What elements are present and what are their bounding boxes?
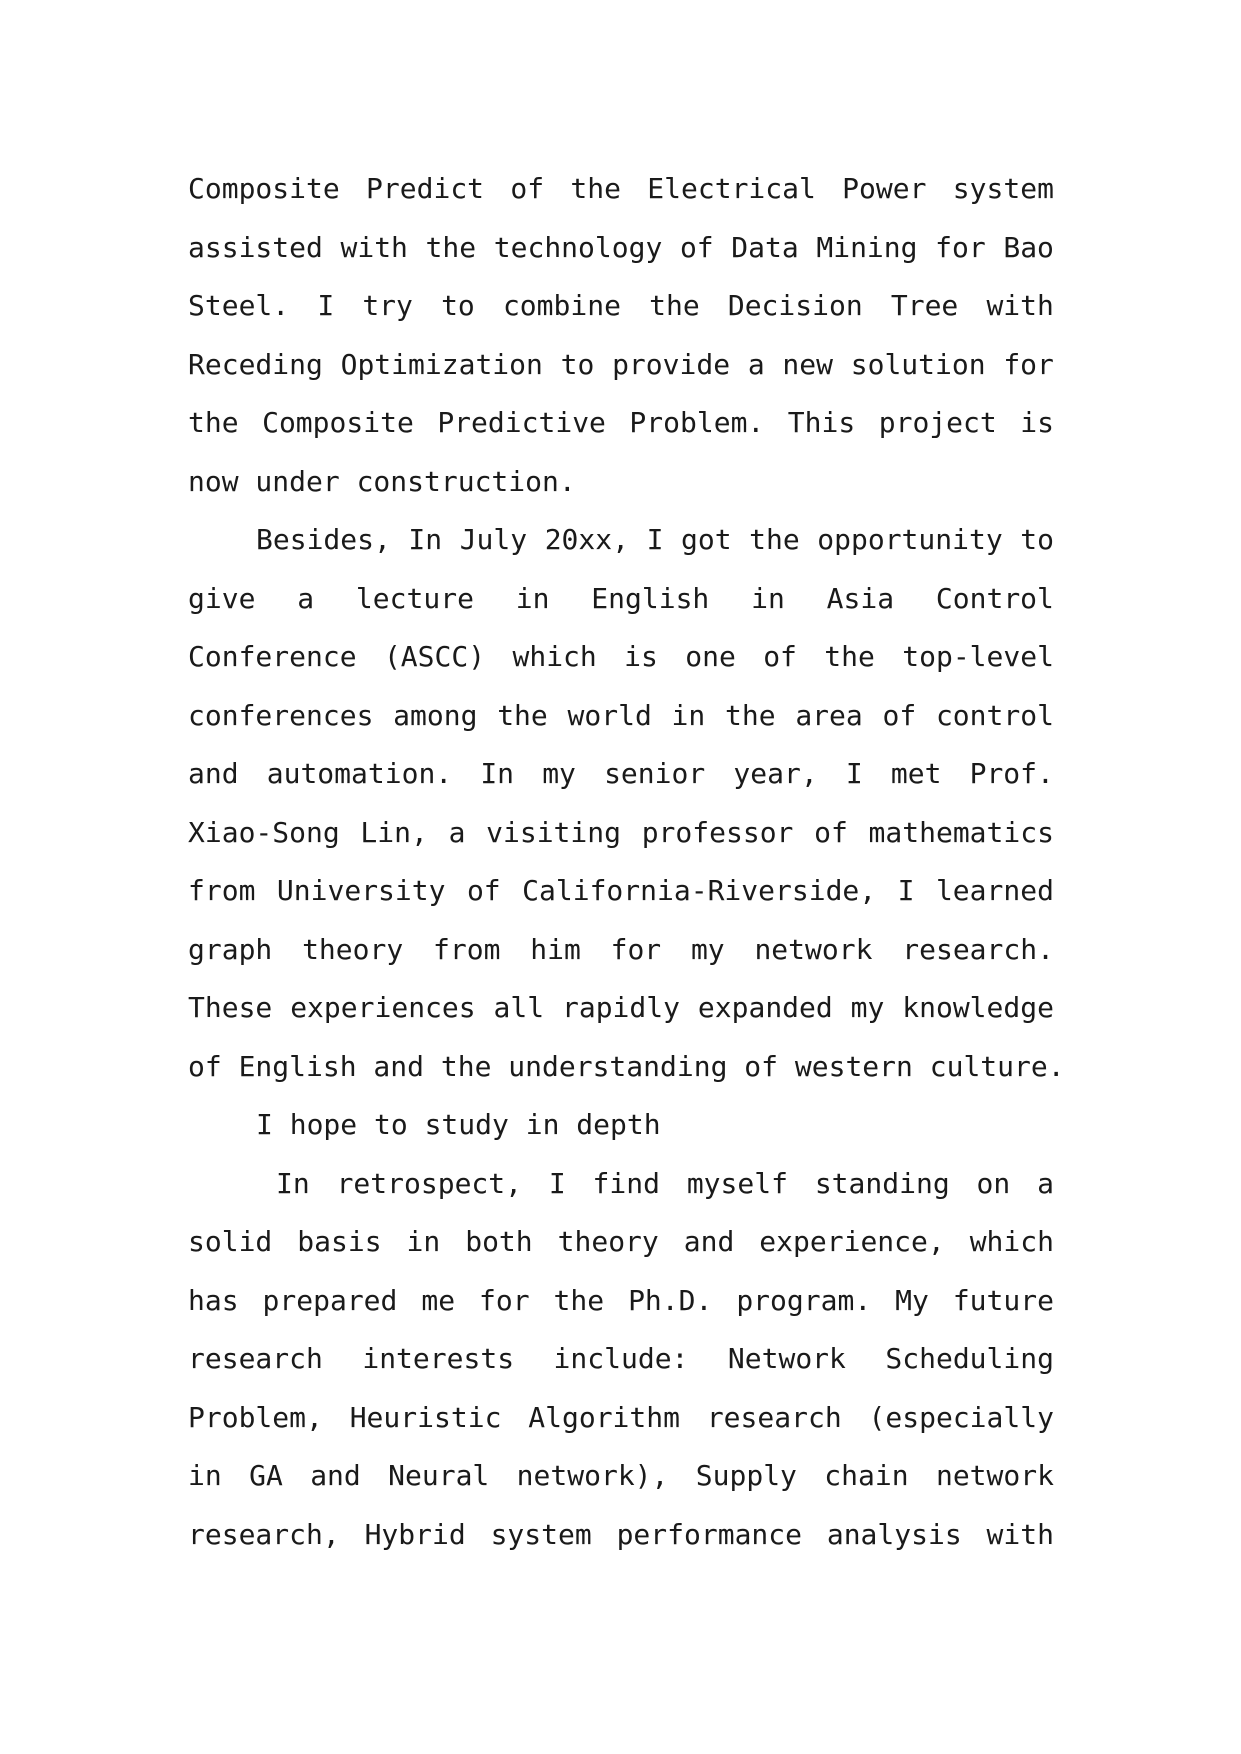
text-line xyxy=(188,804,1054,863)
word: Receding xyxy=(188,347,323,381)
word: This xyxy=(787,406,856,439)
word: Ph.D. xyxy=(628,1283,713,1317)
word: Network xyxy=(727,1342,846,1375)
paragraph-2 xyxy=(188,511,1065,1096)
word: for xyxy=(1003,347,1054,381)
word: expanded xyxy=(697,991,833,1024)
word: knowledge xyxy=(902,991,1054,1024)
text-line xyxy=(188,219,1054,278)
word: My xyxy=(895,1283,929,1317)
word: the xyxy=(553,1283,605,1317)
word: program. xyxy=(736,1283,872,1317)
word: experience, xyxy=(759,1225,945,1258)
text-line xyxy=(188,511,1054,570)
word: combine xyxy=(502,289,621,322)
word: of xyxy=(510,172,545,205)
text-line xyxy=(188,570,1054,629)
word: in xyxy=(751,581,785,615)
word: new xyxy=(782,347,833,381)
word: with xyxy=(986,1517,1054,1551)
word: experiences xyxy=(290,991,476,1024)
word: graph xyxy=(188,932,273,966)
word: interests xyxy=(362,1342,515,1375)
word: the xyxy=(649,289,700,322)
text-line: of English and the understanding of western culture. xyxy=(188,1049,1065,1083)
word: theory xyxy=(557,1225,659,1258)
word: University xyxy=(276,874,446,907)
word: mathematics xyxy=(868,815,1054,849)
word: Xiao-Song xyxy=(188,815,340,849)
word: Predict xyxy=(366,172,485,205)
word: Control xyxy=(935,581,1054,615)
text-line xyxy=(188,1272,1054,1331)
word: Neural xyxy=(388,1459,490,1492)
word: the xyxy=(824,640,875,673)
word: him xyxy=(530,932,581,966)
word: the xyxy=(725,698,776,732)
word: Electrical xyxy=(647,172,816,205)
word: to xyxy=(560,347,595,381)
word: automation. xyxy=(266,757,453,790)
word: of xyxy=(679,230,714,264)
word: me xyxy=(421,1283,456,1317)
word: solution xyxy=(850,347,986,381)
word: research xyxy=(188,1342,323,1375)
word: among xyxy=(393,698,478,732)
word: Algorithm xyxy=(528,1400,680,1434)
word: which xyxy=(512,640,597,673)
word: both xyxy=(465,1225,533,1258)
paragraph-4 xyxy=(188,1155,1054,1565)
word: project xyxy=(878,406,997,439)
word: of xyxy=(763,640,797,673)
text-line xyxy=(188,394,1054,453)
word: the xyxy=(749,523,800,556)
body-text xyxy=(188,160,1065,1564)
word: in xyxy=(188,1459,222,1492)
word: and xyxy=(310,1459,361,1492)
word: in xyxy=(671,698,706,732)
word: for xyxy=(479,1283,530,1317)
text-line xyxy=(188,160,1054,219)
word: technology xyxy=(493,230,663,264)
text-line xyxy=(188,336,1054,395)
word: conferences xyxy=(188,698,374,732)
word: of xyxy=(882,698,917,732)
word: Mining xyxy=(816,230,918,264)
word: Tree xyxy=(890,289,959,322)
text-line xyxy=(188,1213,1054,1272)
word: solid xyxy=(188,1225,273,1258)
word: network), xyxy=(516,1459,669,1492)
word: 20xx, xyxy=(544,523,629,556)
word: Problem, xyxy=(188,1400,323,1434)
word: include: xyxy=(553,1342,689,1375)
word: year, xyxy=(733,757,818,790)
word: is xyxy=(624,640,658,673)
word: a xyxy=(747,347,765,381)
word: Composite xyxy=(262,406,414,439)
word: try xyxy=(362,289,413,322)
text-line xyxy=(188,979,1054,1038)
word: I xyxy=(845,757,863,790)
word: system xyxy=(952,172,1054,205)
word: Bao xyxy=(1003,230,1054,264)
word: top-level xyxy=(902,640,1054,673)
word: chain xyxy=(824,1459,909,1492)
word: retrospect, xyxy=(336,1166,522,1200)
text-line xyxy=(188,687,1054,746)
word: lecture xyxy=(355,581,474,615)
word: Lin, xyxy=(360,815,428,849)
word: professor xyxy=(641,815,794,849)
word: senior xyxy=(604,757,706,790)
word: Decision xyxy=(727,289,863,322)
word: of xyxy=(466,874,501,907)
word: Data xyxy=(731,230,799,264)
word: Conference xyxy=(188,640,357,673)
word: provide xyxy=(612,347,731,381)
word: Predictive xyxy=(437,406,606,439)
word: area xyxy=(795,698,863,732)
word: and xyxy=(188,757,239,790)
word: my xyxy=(542,757,576,790)
word: in xyxy=(515,581,550,615)
word: theory xyxy=(302,932,404,966)
word: learned xyxy=(935,874,1054,907)
word: GA xyxy=(249,1459,283,1492)
word: has xyxy=(188,1283,239,1317)
text-line xyxy=(188,1447,1054,1506)
word: Besides, xyxy=(256,523,391,556)
word: and xyxy=(683,1225,735,1258)
word: (especially xyxy=(868,1400,1054,1434)
word: got xyxy=(680,523,732,556)
word: on xyxy=(976,1166,1011,1200)
word: for xyxy=(935,230,986,264)
word: the xyxy=(425,230,477,264)
word: to xyxy=(441,289,475,322)
word: system xyxy=(490,1517,592,1551)
word: opportunity xyxy=(817,523,1003,556)
word: from xyxy=(188,874,256,907)
word: Problem. xyxy=(629,406,765,439)
word: These xyxy=(188,991,273,1024)
word: Asia xyxy=(826,581,895,615)
word: is xyxy=(1020,406,1054,439)
word: visiting xyxy=(486,815,621,849)
word: research. xyxy=(902,932,1054,966)
word: a xyxy=(1037,1166,1054,1200)
text-line: now under construction. xyxy=(188,464,576,498)
text-line xyxy=(188,862,1054,921)
word: control xyxy=(935,698,1054,732)
text-line xyxy=(188,921,1054,980)
word: California-Riverside, xyxy=(522,874,877,907)
word: Steel. xyxy=(188,289,290,322)
word: I xyxy=(646,523,664,556)
word: network xyxy=(935,1459,1054,1492)
word: the xyxy=(570,172,621,205)
word: the xyxy=(497,698,548,732)
word: my xyxy=(850,991,885,1024)
word: In xyxy=(276,1166,310,1200)
word: basis xyxy=(297,1225,382,1258)
word: from xyxy=(433,932,501,966)
word: analysis xyxy=(826,1517,962,1551)
word: standing xyxy=(814,1166,950,1200)
word: a xyxy=(448,815,466,849)
word: rapidly xyxy=(561,991,680,1024)
word: Scheduling xyxy=(885,1342,1054,1375)
word: with xyxy=(986,289,1054,322)
word: which xyxy=(969,1225,1054,1258)
word: the xyxy=(188,406,239,439)
word: Supply xyxy=(695,1459,797,1492)
word: In xyxy=(480,757,515,790)
word: all xyxy=(493,991,545,1024)
word: English xyxy=(591,581,710,615)
word: in xyxy=(406,1225,441,1258)
paragraph-1 xyxy=(188,160,1054,511)
word: I xyxy=(317,289,335,322)
word: I xyxy=(897,874,915,907)
word: for xyxy=(610,932,662,966)
word: future xyxy=(952,1283,1054,1317)
word: Heuristic xyxy=(349,1400,502,1434)
word: Optimization xyxy=(340,347,543,381)
text-line: I hope to study in depth xyxy=(256,1108,661,1141)
text-line xyxy=(188,277,1054,336)
word: (ASCC) xyxy=(383,640,486,673)
word: Hybrid xyxy=(364,1517,466,1551)
paragraph-3 xyxy=(188,1096,1054,1155)
word: research, xyxy=(188,1517,340,1551)
word: July xyxy=(459,523,528,556)
word: with xyxy=(340,230,408,264)
word: Power xyxy=(842,172,927,205)
word: I xyxy=(548,1166,566,1200)
word: to xyxy=(1020,523,1054,556)
word: give xyxy=(188,581,256,615)
text-line xyxy=(188,628,1054,687)
word: performance xyxy=(616,1517,802,1551)
word: a xyxy=(297,581,315,615)
text-line xyxy=(188,1506,1054,1565)
word: world xyxy=(567,698,652,732)
word: met xyxy=(890,757,942,790)
text-line xyxy=(188,1155,1054,1214)
word: of xyxy=(814,815,848,849)
word: one xyxy=(685,640,736,673)
word: myself xyxy=(686,1166,788,1200)
word: my xyxy=(690,932,725,966)
text-line xyxy=(188,1389,1054,1448)
word: assisted xyxy=(188,230,323,264)
word: Prof. xyxy=(969,757,1054,790)
word: research xyxy=(706,1400,842,1434)
word: find xyxy=(592,1166,660,1200)
word: prepared xyxy=(262,1283,398,1317)
word: In xyxy=(408,523,443,556)
text-line xyxy=(188,1330,1054,1389)
word: network xyxy=(754,932,873,966)
word: Composite xyxy=(188,172,340,205)
text-line xyxy=(188,745,1054,804)
